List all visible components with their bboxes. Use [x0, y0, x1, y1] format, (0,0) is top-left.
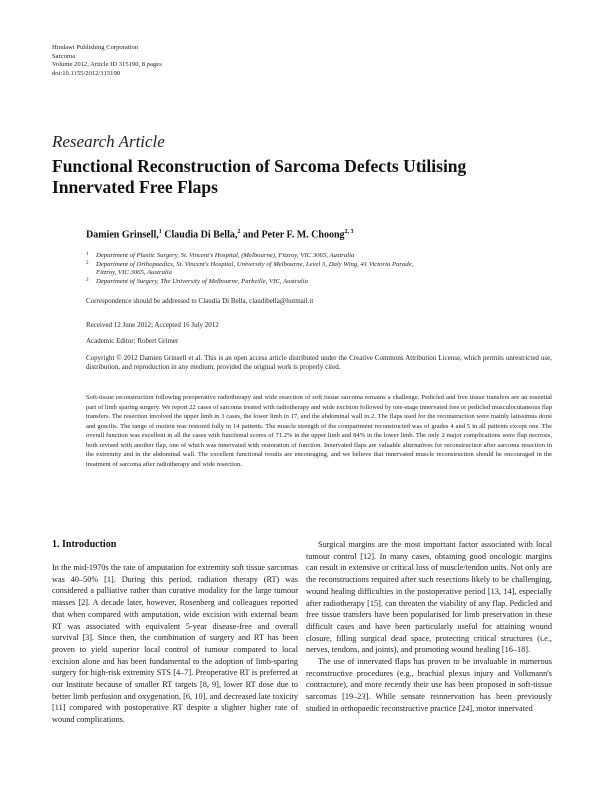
affiliation-number: 1: [86, 252, 89, 257]
publisher: Hindawi Publishing Corporation: [52, 44, 139, 51]
affiliation: [86, 261, 556, 270]
doi[interactable]: doi:10.1155/2012/315190: [52, 69, 121, 77]
affiliation: [86, 278, 556, 287]
author-affil-marker: 1: [158, 229, 162, 235]
author-list: [86, 229, 354, 240]
paragraph: The use of innervated flaps has proven to be invaluable in numerous reconstructive procedures (e.g., brachial plexus injury and Volkmann's contracture), and more recently their use has been proposed in soft-tissue sarcomas [19–23]. While sensate reinnervation has been previously studied in orthopaedic reconstructive practice [24], motor innervated: [306, 657, 552, 713]
section-heading: 1. Introduction: [52, 539, 117, 550]
affiliations: [86, 252, 556, 287]
author-name: Claudia Di Bella,: [161, 229, 238, 241]
journal-name: Sarcoma: [52, 52, 76, 60]
correspondence: Correspondence should be addressed to Claudia Di Bella, claudibella@hotmail.it: [86, 297, 314, 305]
paragraph: In the mid-1970s the rate of amputation for extremity soft tissue sarcomas was 40–50% [1]. During this period, radiation therapy (RT) was considered a palliative rather than curative modality for the large tumour masses [2]. A decade later, however, Rosenberg and colleagues reported that when compared with amputation, wide excision with external beam RT was associated with equivalent 5-year disease-free and overall survival [3]. Since then, the combination of surgery and RT has been proven to yield superior local control of tumour compared to local excision alone and has been fundamental to the adoption of limb-sparing surgery for high-risk extremity STS [4–7]. Preoperative RT is preferred at our Institute because of smaller RT targets [8, 9], lower RT dose due to better limb perfusion and oxygenation, [6, 10]. and decreased late toxicity [11] compared with postoperative RT despite a slighter higher rate of wound complications.: [52, 563, 298, 725]
author-affil-marker: 2: [237, 229, 241, 235]
copyright-notice: Copyright © 2012 Damien Grinsell et al. This is an open access article distributed under the Creative Commons Attribution License, which permits unrestricted use, distribution, and reproduction in any medium, provided the original work is properly cited.: [86, 354, 552, 372]
abstract: Soft-tissue reconstruction following preoperative radiotherapy and wide resection of soft tissue sarcoma remains a challenge. Pedicled and free tissue transfers are an essential part of limb sparing surgery. We report 22 cases of sarcoma treated with radiotherapy and wide excision followed by one-stage innervated free or pedicled musculocutaneous flap transfers. The resection involved the upper limb in 3 cases, the lower limb in 17, and the abdominal wall in 2. The flaps used for the reconstruction were mainly latissimus dorsi and gracilis. The range of motion was restored fully in 14 patients. The muscle strength of the compartment reconstructed was of grades 4 and 5 in all patients except one. The overall function was excellent in all the cases with functional scores of 71.2% in the upper limb and 84% in the lower limb. The only 2 major complications were flap necrosis, both revised with another flap, one of which was innervated with restoration of function. Innervated flaps are valuable alternatives for reconstruction after sarcoma resection in the extremity and in the abdominal wall. The excellent functional results are encouraging, and we believe that innervated muscle reconstruction should be encouraged in the treatment of sarcoma after radiotherapy and wide resection.: [86, 394, 552, 468]
affiliation-text: Department of Surgery, The University of Melbourne, Parkville, VIC, Australia: [96, 278, 308, 286]
affiliation-number: 3: [86, 278, 89, 284]
affiliation-text: Department of Plastic Surgery, St. Vincent's Hospital, (Melbourne), Fitzroy, VIC 3065, Australia: [96, 252, 355, 259]
right-column: [306, 539, 552, 715]
author-name: and Peter F. M. Choong: [240, 229, 345, 241]
paper-title: Functional Reconstruction of Sarcoma Defects Utilising Innervated Free Flaps: [52, 156, 467, 197]
affiliation: [86, 252, 556, 261]
paragraph: Surgical margins are the most important factor associated with local tumour control [12]. In many cases, obtaining good oncologic margins can result in extensive or critical loss of muscle/tendon units. Not only are the reconstructions required after such resections likely to be challenging, wound healing difficulties in the postoperative period [13, 14], especially after radiotherapy [15]. can threaten the viability of any flap. Pedicled and free tissue transfers have been popularised for limb preservation in these difficult cases and have been particularly useful for attaining wound closure, filling surgical dead space, protecting critical structures (i.e., nerves, tendons, and joints), and promoting wound healing [16–18].: [306, 540, 552, 655]
journal-info: [52, 44, 162, 78]
article-type: Research Article: [52, 132, 165, 151]
affiliation-continued: Fitzroy, VIC 3065, Australia: [96, 269, 172, 277]
affiliation-text: Department of Orthopaedics, St. Vincent's Hospital, University of Melbourne, Level 3, Daly Wing, 41 Victoria Parade,: [96, 260, 414, 268]
affiliation-number: 2: [86, 260, 89, 266]
academic-editor: Academic Editor: Robert Grimer: [86, 337, 179, 345]
author-affil-marker: 2, 3: [344, 229, 354, 235]
received-accepted-dates: Received 12 June 2012; Accepted 16 July 2012: [86, 321, 219, 329]
left-column: [52, 562, 298, 726]
volume-info: Volume 2012, Article ID 315190, 8 pages: [52, 61, 162, 69]
author-name: Damien Grinsell,: [86, 229, 159, 241]
